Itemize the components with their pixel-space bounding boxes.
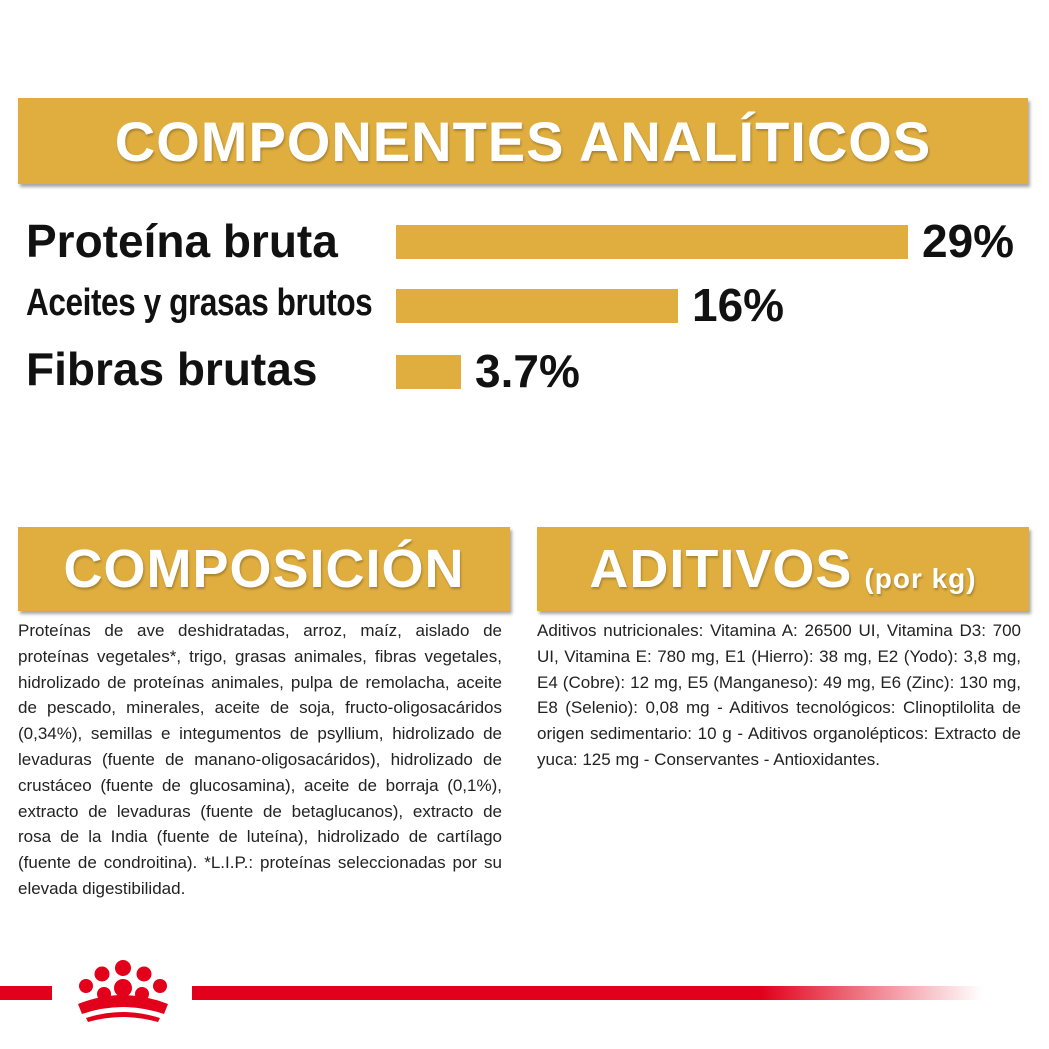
protein-label: Proteína bruta [26,215,338,267]
composition-title: COMPOSICIÓN [63,539,465,599]
fiber-label: Fibras brutas [26,343,318,395]
footer-line-right [192,986,982,1000]
additives-text: Aditivos nutricionales: Vitamina A: 26500 UI, Vitamina D3: 700 UI, Vitamina E: 780 mg, E1 (Hierro): 38 mg, E2 (Yodo): 3,8 mg, E4 (Cobre): 12 mg, E5 (Manganeso): 49 mg, E6 (Zinc): 130 mg, E8 (Selenio): 0,08 mg - Aditivos tecnológicos: Clinoptilolita de origen sedimentario: 10 g - Aditivos organolépticos: Extracto de yuca: 125 mg - Conservantes - Antioxidantes. [537,621,1021,769]
protein-bar [396,225,908,259]
fat-bar [396,289,678,323]
fiber-bar [396,355,461,389]
fat-label: Aceites y grasas brutos [26,282,373,324]
royal-canin-crown-icon [64,958,182,1024]
composition-text: Proteínas de ave deshidratadas, arroz, maíz, aislado de proteínas vegetales*, trigo, grasas animales, fibras vegetales, hidrolizado de proteínas animales, pulpa de remolacha, aceite de pescado, minerales, aceite de soja, fructo-oligosacáridos (0,34%), semillas e integumentos de psyllium, hidrolizado de levaduras (fuente de manano-oligosacáridos), hidrolizado de crustáceo (fuente de glucosamina), aceite de borraja (0,1%), extracto de levaduras (fuente de betaglucanos), extracto de rosa de la India (fuente de luteína), hidrolizado de cartílago (fuente de condroitina). *L.I.P.: proteínas seleccionadas por su elevada digestibilidad. [18,621,502,898]
analytics-title-banner [18,98,1028,184]
fat-value: 16% [692,279,785,331]
footer-line-left [0,986,52,1000]
composition-title-banner [18,527,510,611]
additives-title: ADITIVOS [589,539,853,599]
analytics-title: COMPONENTES ANALÍTICOS [114,109,932,173]
protein-value: 29% [922,215,1015,267]
additives-title-suffix: (por kg) [864,563,977,594]
additives-title-banner [537,527,1029,611]
fiber-value: 3.7% [475,345,580,397]
